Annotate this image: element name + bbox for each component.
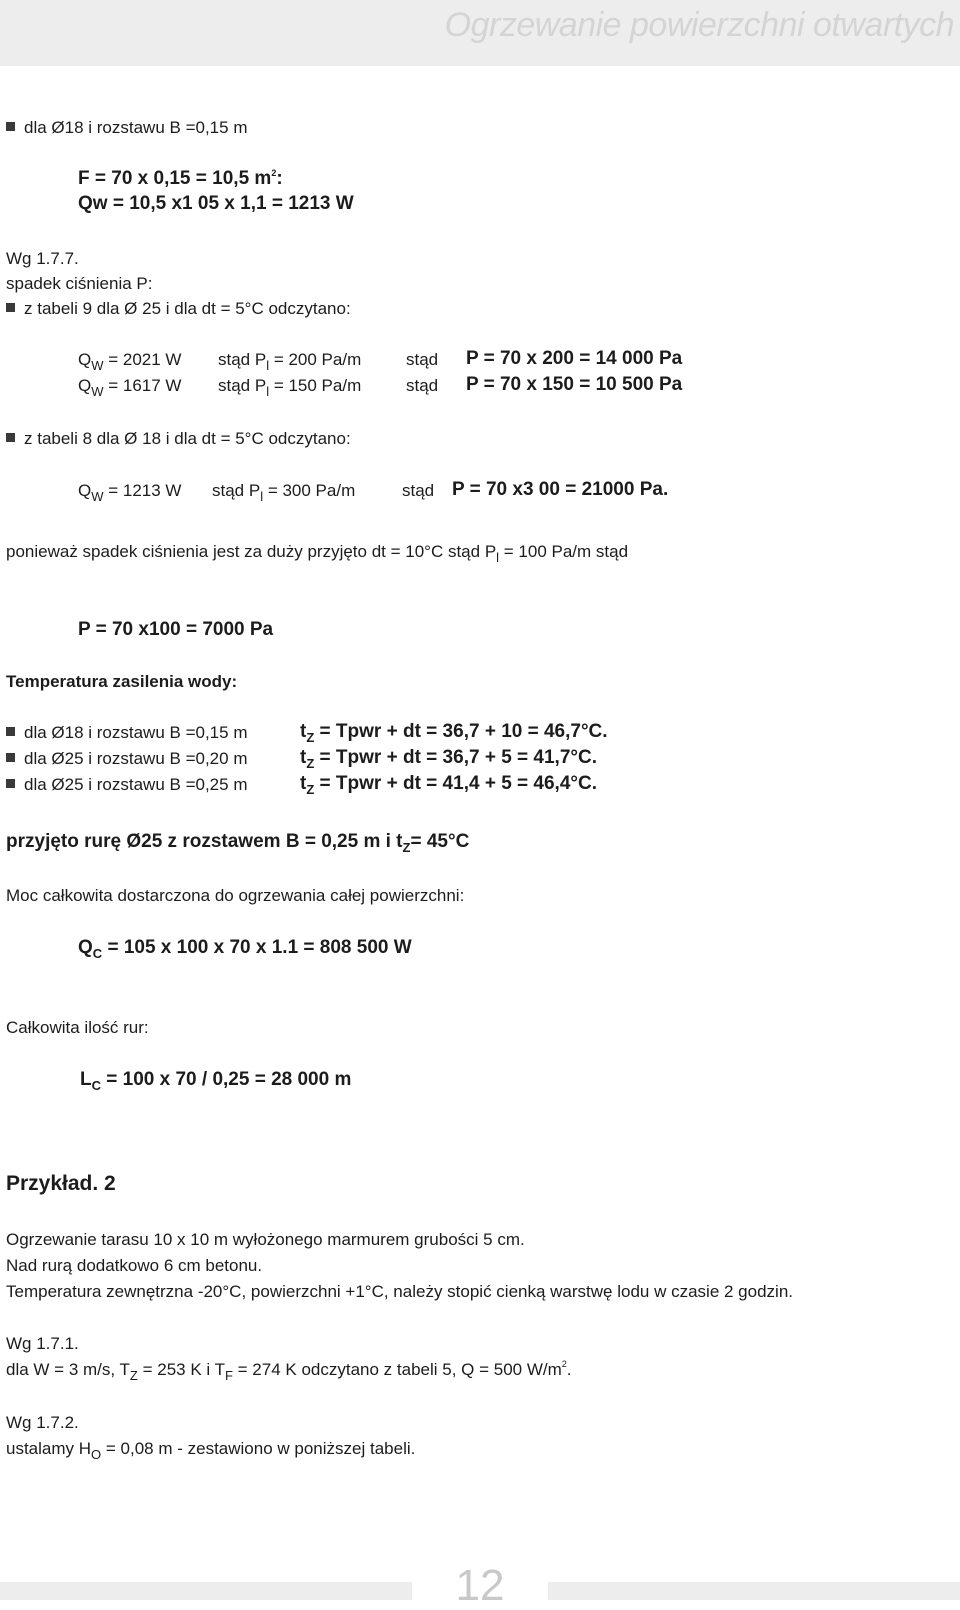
calc-result: P = 70 x 150 = 10 500 Pa: [466, 374, 683, 395]
q-symbol: Q: [78, 376, 92, 395]
q-value: = 1617 W: [103, 376, 182, 395]
footer-bar-left: [0, 1582, 412, 1600]
subscript: Z: [306, 782, 315, 797]
p-label: stąd P: [212, 481, 261, 500]
subscript: W: [91, 384, 104, 399]
total-pipe-length: [80, 1069, 352, 1093]
q-symbol: Q: [78, 937, 93, 958]
note-main: ponieważ spadek ciśnienia jest za duży przyjęto dt = 10°C stąd P: [6, 542, 497, 561]
formula-area: [78, 169, 283, 189]
wind-text: dla W = 3 m/s, T: [6, 1360, 130, 1379]
bullet-text: dla Ø25 i rozstawu B =0,25 m: [24, 775, 248, 794]
calc-result: P = 70 x3 00 = 21000 Pa.: [452, 479, 669, 500]
bullet-text: dla Ø18 i rozstawu B =0,15 m: [24, 118, 248, 137]
q-symbol: Q: [78, 350, 92, 369]
list-item: [6, 775, 247, 795]
calc-row: [78, 376, 182, 399]
temp-expr: = Tpwr + dt = 36,7 + 10 = 46,7°C.: [314, 721, 608, 742]
calc-row-p: [218, 350, 362, 373]
q-value: = 2021 W: [103, 350, 182, 369]
total-power: [78, 937, 412, 961]
subscript: Z: [129, 1368, 138, 1383]
wind-text: = 274 K odczytano z tabeli 5, Q = 500 W/m: [232, 1360, 562, 1379]
calc-row: [78, 350, 182, 373]
calc-row-p: [212, 481, 356, 504]
l-symbol: L: [80, 1069, 92, 1090]
footer: [0, 1561, 960, 1610]
note-tail: = 100 Pa/m stąd: [499, 542, 629, 561]
section-ref: Wg 1.7.7.: [6, 249, 79, 268]
q-value: = 1213 W: [103, 481, 182, 500]
subscript: C: [91, 1078, 101, 1093]
subscript: W: [91, 358, 104, 373]
temp-expr: = Tpwr + dt = 36,7 + 5 = 41,7°C.: [314, 747, 597, 768]
example-heading: Przykład. 2: [6, 1172, 116, 1195]
stad-text: stąd: [406, 350, 439, 369]
note-text: [6, 542, 629, 565]
p-value: = 150 Pa/m: [269, 376, 362, 395]
p-value: = 200 Pa/m: [269, 350, 362, 369]
list-item: [6, 429, 351, 449]
subscript: C: [92, 946, 103, 961]
t-symbol: t: [300, 747, 307, 768]
subscript: Z: [402, 840, 411, 855]
subscript: l: [260, 489, 264, 504]
section-title: Temperatura zasilenia wody:: [6, 672, 238, 691]
stad-text: stąd: [406, 376, 439, 395]
subscript: l: [266, 358, 270, 373]
t-symbol: t: [300, 773, 307, 794]
calc-result: P = 70 x 200 = 14 000 Pa: [466, 348, 683, 369]
accepted-pipe: [6, 831, 470, 855]
final-pressure: P = 70 x100 = 7000 Pa: [78, 619, 274, 640]
temp-formula: [300, 773, 597, 797]
list-item: [6, 118, 247, 138]
section-title: Moc całkowita dostarczona do ogrzewania całej powierzchni:: [6, 886, 465, 905]
page-number: 12: [455, 1561, 505, 1610]
superscript: 2: [561, 1359, 567, 1369]
subscript: l: [266, 384, 270, 399]
bullet-text: z tabeli 9 dla Ø 25 i dla dt = 5°C odczytano:: [24, 299, 351, 318]
superscript: 2: [271, 168, 277, 178]
height-text: ustalamy H: [6, 1439, 92, 1458]
temp-expr: = Tpwr + dt = 41,4 + 5 = 46,4°C.: [314, 773, 597, 794]
accepted-text: przyjęto rurę Ø25 z rozstawem B = 0,25 m i t: [6, 831, 403, 852]
height-text: = 0,08 m - zestawiono w poniższej tabeli.: [101, 1439, 416, 1458]
footer-bar-right: [548, 1582, 960, 1600]
p-label: stąd P: [218, 350, 267, 369]
subscript: O: [91, 1447, 102, 1462]
example-line: Temperatura zewnętrzna -20°C, powierzchni +1°C, należy stopić cienką warstwę lodu w czasie 2 godzin.: [6, 1282, 793, 1301]
section-ref: Wg 1.7.2.: [6, 1413, 79, 1432]
length-expr: = 100 x 70 / 0,25 = 28 000 m: [101, 1069, 352, 1090]
bullet-text: z tabeli 8 dla Ø 18 i dla dt = 5°C odczytano:: [24, 429, 351, 448]
subscript: Z: [306, 730, 315, 745]
formula-qw: Qw = 10,5 x1 05 x 1,1 = 1213 W: [78, 193, 354, 214]
calc-row: [78, 481, 182, 504]
formula-text: F = 70 x 0,15 = 10,5 m: [78, 168, 272, 189]
section-ref: Wg 1.7.1.: [6, 1334, 79, 1353]
temp-formula: [300, 747, 597, 771]
example-line: Nad rurą dodatkowo 6 cm betonu.: [6, 1256, 263, 1275]
example-line: Ogrzewanie tarasu 10 x 10 m wyłożonego marmurem grubości 5 cm.: [6, 1230, 525, 1249]
section-title: spadek ciśnienia P:: [6, 274, 153, 293]
wind-text: .: [566, 1360, 572, 1379]
p-label: stąd P: [218, 376, 267, 395]
temp-formula: [300, 721, 608, 745]
subscript: F: [224, 1368, 233, 1383]
subscript: W: [91, 489, 104, 504]
wind-text: = 253 K i T: [137, 1360, 225, 1379]
list-item: [6, 749, 247, 769]
power-expr: = 105 x 100 x 70 x 1.1 = 808 500 W: [102, 937, 412, 958]
list-item: [6, 723, 247, 743]
accepted-tail: = 45°C: [410, 831, 470, 852]
height-line: [6, 1439, 416, 1462]
bullet-text: dla Ø18 i rozstawu B =0,15 m: [24, 723, 248, 742]
subscript: Z: [306, 756, 315, 771]
subscript: l: [496, 550, 500, 565]
stad-text: stąd: [402, 481, 435, 500]
formula-tail: :: [276, 168, 283, 189]
calc-row-p: [218, 376, 362, 399]
wind-line: [6, 1359, 572, 1383]
bullet-text: dla Ø25 i rozstawu B =0,20 m: [24, 749, 248, 768]
q-symbol: Q: [78, 481, 92, 500]
t-symbol: t: [300, 721, 307, 742]
p-value: = 300 Pa/m: [263, 481, 356, 500]
section-title: Całkowita ilość rur:: [6, 1018, 149, 1037]
list-item: [6, 299, 351, 319]
page-header-title: Ogrzewanie powierzchni otwartych: [444, 6, 954, 44]
